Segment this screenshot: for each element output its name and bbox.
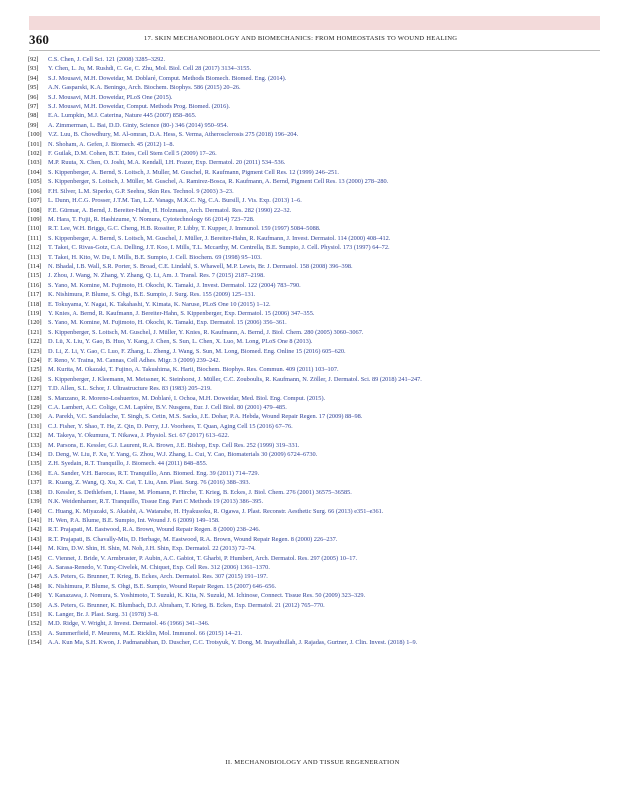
reference-item [28,121,603,130]
reference-number: [118] [28,300,42,308]
reference-citation-link[interactable]: T.D. Allen, S.L. Schor, J. Ultrastructure Res. 83 (1983) 205–219. [48,385,212,393]
reference-number: [146] [28,563,42,571]
reference-citation-link[interactable]: A.S. Peters, G. Brunner, K. Blumbach, D.J. Abraham, T. Krieg, B. Eckes, Exp. Dermatol. 21 (2012) 765–770. [48,601,325,609]
reference-item [28,582,603,591]
reference-number: [142] [28,526,42,534]
reference-item [28,93,603,102]
reference-number: [121] [28,328,42,336]
reference-number: [130] [28,413,42,421]
reference-item [28,469,603,478]
reference-number: [108] [28,206,42,214]
reference-citation-link[interactable]: Y. Kanazawa, J. Nomura, S. Yoshimoto, T. Suzuki, K. Kita, N. Suzuki, M. Ichinose, Connect. Tissue Res. 50 (2009) 323–329. [48,592,366,600]
reference-number: [105] [28,178,42,186]
reference-number: [92] [28,56,39,63]
reference-number: [144] [28,545,42,553]
reference-item [28,356,603,365]
reference-citation-link[interactable]: S. Kippenberger, A. Bernd, S. Loitsch, J. Muller, M. Guschel, R. Kaufmann, Pigment Cell Res. 12 (1999) 246–251. [48,168,339,176]
reference-list [28,55,603,648]
reference-citation-link[interactable]: M.D. Ridge, V. Wright, J. Invest. Dermatol. 46 (1966) 341–346. [48,620,210,628]
reference-number: [123] [28,347,42,355]
reference-citation-link[interactable]: E.A. Lumpkin, M.J. Caterina, Nature 445 (2007) 858–865. [48,112,197,120]
reference-citation-link[interactable]: C.S. Chen, J. Cell Sci. 121 (2008) 3285–3292. [48,56,166,63]
reference-citation-link[interactable]: M. Kim, D.W. Shin, H. Shin, M. Noh, J.H. Shin, Exp. Dermatol. 22 (2013) 72–74. [48,545,256,553]
reference-number: [141] [28,516,42,524]
reference-citation-link[interactable]: R. Kuang, Z. Wang, Q. Xu, X. Cai, T. Liu, Ann. Plast. Surg. 76 (2016) 388–393. [48,479,251,487]
reference-item [28,544,603,553]
reference-number: [94] [28,74,39,82]
reference-number: [112] [28,244,42,252]
reference-citation-link[interactable]: C.A. Lambert, A.C. Colige, C.M. Lapière, B.V. Nusgens, Eur. J. Cell Biol. 80 (2001) 479–485. [48,404,287,412]
reference-number: [131] [28,422,42,430]
reference-number: [125] [28,366,42,374]
reference-number: [124] [28,357,42,364]
reference-item [28,271,603,280]
reference-item [28,619,603,628]
reference-number: [143] [28,535,42,543]
reference-item [28,375,603,384]
reference-item [28,318,603,327]
reference-item [28,403,603,412]
reference-citation-link[interactable]: M. Kurita, M. Okazaki, T. Fujino, A. Takushima, K. Harii, Biochem. Biophys. Res. Commun. 409 (2011) 103–107. [48,366,339,374]
reference-item [28,177,603,186]
reference-citation-link[interactable]: S. Kippenberger, J. Kleemann, M. Meissner, K. Steinhorst, J. Müller, C.C. Zouboulis, R. Kaufmann, N. Zöller, J. Dermatol. Sci. 89 (2018) 241–247. [48,375,422,383]
reference-number: [113] [28,253,42,261]
reference-citation-link[interactable]: M. Takeya, Y. Okumura, T. Nikawa, J. Physiol. Sci. 67 (2017) 613–622. [48,432,230,440]
reference-citation-link[interactable]: S. Manzano, R. Moreno-Loshuertos, M. Doblaré, I. Ochoa, M.H. Doweidar, Med. Biol. Eng. Comput. (2015). [48,394,326,402]
reference-number: [111] [28,234,42,242]
page-footer: II. MECHANOBIOLOGY AND TISSUE REGENERATION [225,759,400,766]
reference-citation-link[interactable]: K. Langer, Br. J. Plast. Surg. 31 (1978) 3–8. [48,610,159,618]
reference-item [28,83,603,92]
reference-number: [95] [28,84,39,92]
page-number: 360 [29,32,50,47]
reference-number: [129] [28,404,42,412]
reference-citation-link[interactable]: A.S. Peters, G. Brunner, T. Krieg, B. Eckes, Arch. Dermatol. Res. 307 (2015) 191–197. [48,573,268,581]
reference-item [28,525,603,534]
reference-citation-link[interactable]: Z.H. Syedain, R.T. Tranquillo, J. Biomech. 44 (2011) 848–855. [48,460,208,468]
reference-number: [109] [28,215,42,223]
reference-item [28,55,603,64]
reference-number: [128] [28,394,42,402]
reference-number: [117] [28,291,42,299]
reference-citation-link[interactable]: F. Guilak, D.M. Cohen, B.T. Estes, Cell Stem Cell 5 (2009) 17–26. [48,150,217,158]
reference-citation-link[interactable]: T. Takei, C. Rivas-Gotz, C.A. Delling, J.T. Koo, I. Mills, T.L. Mccarthy, M. Centrella, B.E. Sumpio, J. Cell. Physiol. 173 (1997) 64–72. [48,244,390,252]
reference-number: [154] [28,639,42,647]
reference-item [28,450,603,459]
reference-citation-link[interactable]: S.J. Mousavi, M.H. Doweidar, Comput. Methods Prog. Biomed. (2016). [48,103,231,111]
reference-item [28,497,603,506]
reference-citation-link[interactable]: A. Summerfield, F. Meurens, M.E. Ricklin, Mol. Immunol. 66 (2015) 14–21. [48,629,243,637]
reference-item [28,111,603,120]
reference-number: [153] [28,629,42,637]
reference-citation-link[interactable]: S.J. Mousavi, M.H. Doweidar, M. Doblaré, Comput. Methods Biomech. Biomed. Eng. (2014). [48,74,287,82]
reference-item [28,281,603,290]
reference-number: [135] [28,460,42,468]
reference-citation-link[interactable]: A.N. Gasparski, K.A. Beningo, Arch. Biochem. Biophys. 586 (2015) 20–26. [48,84,241,92]
reference-number: [106] [28,187,42,195]
reference-item [28,328,603,337]
reference-item [28,215,603,224]
reference-citation-link[interactable]: C. Huang, K. Miyazaki, S. Akaishi, A. Watanabe, H. Hyakusoku, R. Ogawa, J. Plast. Reconstr. Aesthetic Surg. 66 (2013) e351–e361. [48,507,384,515]
running-head: 17. SKIN MECHANOBIOLOGY AND BIOMECHANICS: FROM HOMEOSTASIS TO WOUND HEALING [144,35,458,42]
reference-item [28,610,603,619]
reference-citation-link[interactable]: A. Parekh, V.C. Sandulache, T. Singh, S. Cetin, M.S. Sacks, J.E. Dohar, P.A. Hebda, Wound Repair Regen. 17 (2009) 88–98. [48,413,363,421]
reference-citation-link[interactable]: N. Shoham, A. Gefen, J. Biomech. 45 (2012) 1–8. [48,140,175,148]
reference-citation-link[interactable]: M.P. Ruuta, X. Chen, O. Joshi, M.A. Kendall, I.H. Frazer, Exp. Dermatol. 20 (2011) 534–536. [48,159,286,167]
reference-number: [96] [28,93,39,101]
reference-number: [97] [28,103,39,111]
reference-citation-link[interactable]: A. Zimmerman, L. Bai, D.D. Ginty, Science (80-) 346 (2014) 950–954. [48,121,229,129]
reference-number: [150] [28,601,42,609]
reference-citation-link[interactable]: S. Kippenberger, S. Loitsch, J. Müller, M. Guschel, A. Ramirez-Bosca, R. Kaufmann, A. Bernd, Pigment Cell Res. 13 (2000) 278–280. [48,178,389,186]
reference-item [28,243,603,252]
reference-item [28,253,603,262]
reference-item [28,337,603,346]
reference-item [28,572,603,581]
reference-citation-link[interactable]: S. Kippenberger, A. Bernd, S. Loitsch, M. Guschel, J. Müller, J. Bereiter-Hahn, R. Kaufmann, J. Invest. Dermatol. 114 (2000) 408–412. [48,234,391,242]
reference-item [28,149,603,158]
reference-number: [152] [28,620,42,628]
reference-number: [107] [28,197,42,205]
reference-citation-link[interactable]: Y. Knies, A. Bernd, R. Kaufmann, J. Bereiter-Hahn, S. Kippenberger, Exp. Dermatol. 15 (2006) 347–355. [48,309,315,317]
reference-item [28,638,603,647]
reference-citation-link[interactable]: C.J. Fisher, Y. Shao, T. He, Z. Qin, D. Perry, J.J. Voorhees, T. Quan, Aging Cell 15 (2016) 67–76. [48,422,293,430]
reference-item [28,187,603,196]
reference-number: [148] [28,582,42,590]
reference-number: [99] [28,121,39,129]
reference-item [28,140,603,149]
reference-number: [98] [28,112,39,120]
reference-citation-link[interactable]: E.A. Sander, V.H. Barocas, R.T. Tranquillo, Ann. Biomed. Eng. 39 (2011) 714–729. [48,469,260,477]
reference-number: [136] [28,469,42,477]
reference-citation-link[interactable]: R.T. Lee, W.H. Briggs, G.C. Cheng, H.B. Rossiter, P. Libby, T. Kupper, J. Immunol. 159 (1997) 5084–5088. [48,225,321,233]
reference-citation-link[interactable]: M. Hara, T. Fujii, R. Hashizume, Y. Nomura, Cytotechnology 66 (2014) 723–728. [48,215,255,223]
reference-item [28,488,603,497]
reference-citation-link[interactable]: A. Sarasa-Renedo, V. Tunç-Civelek, M. Chiquet, Exp. Cell Res. 312 (2006) 1361–1370. [48,563,270,571]
reference-number: [122] [28,338,42,346]
reference-item [28,206,603,215]
reference-number: [115] [28,272,42,280]
reference-citation-link[interactable]: S.J. Mousavi, M.H. Doweidar, PLoS One (2015). [48,93,173,101]
reference-number: [127] [28,385,42,393]
reference-item [28,224,603,233]
reference-item [28,64,603,73]
reference-citation-link[interactable]: R.T. Prajapati, B. Chavally-Mis, D. Herbage, M. Eastwood, R.A. Brown, Wound Repair Regen. 8 (2000) 226–237. [48,535,338,543]
reference-number: [151] [28,610,42,618]
reference-number: [134] [28,451,42,459]
reference-item [28,158,603,167]
reference-number: [120] [28,319,42,327]
reference-item [28,196,603,205]
reference-citation-link[interactable]: F.H. Silver, L.M. Siperko, G.P. Seehra, Skin Res. Technol. 9 (2003) 3–23. [48,187,234,195]
reference-number: [126] [28,375,42,383]
reference-citation-link[interactable]: A.A. Kun Ma, S.H. Kwon, J. Padmanabhan, D. Duscher, C.C. Trotsyuk, Y. Dong, M. Inayathullah, J. Rajadas, Gurtner, J. Clin. Invest. (2018) 1–9. [48,639,418,647]
reference-citation-link[interactable]: S. Kippenberger, S. Loitsch, M. Guschel, J. Müller, Y. Knies, R. Kaufmann, A. Bernd, J. Biol. Chem. 280 (2005) 3060–3067. [48,328,364,336]
reference-item [28,168,603,177]
reference-number: [133] [28,441,42,449]
reference-item [28,629,603,638]
reference-item [28,290,603,299]
reference-item [28,74,603,83]
reference-number: [145] [28,554,42,562]
reference-citation-link[interactable]: T. Takei, H. Kito, W. Du, I. Mills, B.E. Sumpio, J. Cell. Biochem. 69 (1998) 95–103. [48,253,262,261]
reference-citation-link[interactable]: F. Reno, V. Traina, M. Cannas, Cell Adhes. Migr. 3 (2009) 239–242. [48,357,221,364]
reference-item [28,384,603,393]
reference-number: [147] [28,573,42,581]
reference-item [28,309,603,318]
reference-item [28,422,603,431]
reference-number: [116] [28,281,42,289]
reference-citation-link[interactable]: C. Viennet, J. Bride, V. Armbruster, P. Aubin, A.C. Gabiot, T. Gharbi, P. Humbert, Arch. Dermatol. Res. 297 (2005) 10–17. [48,554,358,562]
reference-item [28,563,603,572]
reference-item [28,478,603,487]
reference-item [28,507,603,516]
reference-citation-link[interactable]: R.T. Prajapati, M. Eastwood, R.A. Brown, Wound Repair Regen. 8 (2000) 238–246. [48,526,261,534]
reference-number: [110] [28,225,42,233]
reference-item [28,262,603,271]
reference-citation-link[interactable]: K. Nishimura, P. Blume, S. Ohgi, B.E. Sumpio, J. Surg. Res. 155 (2009) 125–131. [48,291,256,299]
reference-citation-link[interactable]: D. Deng, W. Liu, F. Xu, Y. Yang, G. Zhou, W.J. Zhang, L. Cui, Y. Cao, Biomaterials 30 (2009) 6724–6730. [48,451,318,459]
reference-citation-link[interactable]: L. Dunn, H.C.G. Prosser, J.T.M. Tan, L.Z. Vanags, M.K.C. Ng, C.A. Bursill, J. Vis. Exp. (2013) 1–6. [48,197,302,205]
reference-number: [138] [28,488,42,496]
reference-item [28,535,603,544]
reference-number: [100] [28,131,42,139]
reference-citation-link[interactable]: N.K. Weidenhamer, R.T. Tranquillo, Tissue Eng. Part C Methods 19 (2013) 386–395. [48,498,264,506]
reference-number: [119] [28,309,42,317]
reference-item [28,347,603,356]
header-band [29,16,600,30]
reference-citation-link[interactable]: S. Yano, M. Komine, M. Fujimoto, H. Okochi, K. Tamaki, J. Invest. Dermatol. 122 (2004) 783–790. [48,281,301,289]
reference-item [28,431,603,440]
reference-citation-link[interactable]: D. Li, Z. Li, Y. Gao, C. Luo, F. Zhang, L. Zheng, J. Wang, S. Sun, M. Long, Biomed. Eng. Online 15 (2016) 605–620. [48,347,346,355]
reference-number: [149] [28,592,42,600]
reference-item [28,591,603,600]
reference-citation-link[interactable]: M. Parsons, E. Kessler, G.J. Laurent, R.A. Brown, J.E. Bishop, Exp. Cell Res. 252 (1999) 319–331. [48,441,300,449]
page-header [29,30,600,51]
reference-number: [104] [28,168,42,176]
reference-number: [114] [28,262,42,270]
reference-item [28,130,603,139]
reference-item [28,459,603,468]
reference-citation-link[interactable]: J. Zhou, J. Wang, N. Zhang, Y. Zhang, Q. Li, Am. J. Transl. Res. 7 (2015) 2187–2198. [48,272,265,280]
reference-citation-link[interactable]: K. Nishimura, P. Blume, S. Ohgi, B.E. Sumpio, Wound Repair Regen. 15 (2007) 646–656. [48,582,277,590]
reference-citation-link[interactable]: S. Yano, M. Komine, M. Fujimoto, H. Okochi, K. Tamaki, Exp. Dermatol. 15 (2006) 356–361. [48,319,287,327]
reference-citation-link[interactable]: V.Z. Luu, B. Chowdhury, M. Al-omran, D.A. Hess, S. Verma, Atherosclerosis 275 (2018) 196–204. [48,131,299,139]
reference-item [28,412,603,421]
reference-item [28,516,603,525]
reference-number: [103] [28,159,42,167]
reference-item [28,441,603,450]
reference-citation-link[interactable]: E. Tokuyama, Y. Nagai, K. Takahashi, Y. Kimata, K. Naruse, PLoS One 10 (2015) 1–12. [48,300,271,308]
reference-item [28,365,603,374]
reference-number: [132] [28,432,42,440]
reference-citation-link[interactable]: F.E. Gürmar, A. Bernd, J. Bereiter-Hahn, H. Holzmann, Arch. Dermatol. Res. 282 (1990) 22–32. [48,206,292,214]
reference-citation-link[interactable]: D. Lü, X. Liu, Y. Gao, B. Huo, Y. Kang, J. Chen, S. Sun, L. Chen, X. Luo, M. Long, PLoS One 8 (2013). [48,338,313,346]
reference-number: [102] [28,150,42,158]
reference-number: [93] [28,65,39,73]
reference-number: [137] [28,479,42,487]
reference-citation-link[interactable]: D. Kessler, S. Dethlefsen, I. Haase, M. Plomann, F. Hirche, T. Krieg, B. Eckes, J. Biol. Chem. 276 (2001) 36575–36585. [48,488,352,496]
reference-item [28,102,603,111]
reference-item [28,394,603,403]
reference-citation-link[interactable]: N. Bhadal, I.B. Wall, S.R. Porter, S. Broad, C.E. Lindahl, S. Whawell, M.P. Lewis, Br. J. Dermatol. 158 (2008) 396–398. [48,262,353,270]
reference-number: [139] [28,498,42,506]
reference-item [28,601,603,610]
reference-number: [101] [28,140,42,148]
reference-number: [140] [28,507,42,515]
reference-item [28,300,603,309]
reference-citation-link[interactable]: Y. Chen, L. Ju, M. Rushdi, C. Ge, C. Zhu, Mol. Biol. Cell 28 (2017) 3134–3155. [48,65,252,73]
reference-item [28,234,603,243]
reference-citation-link[interactable]: H. Wen, P.A. Blume, B.E. Sumpio, Int. Wound J. 6 (2009) 149–158. [48,516,220,524]
reference-item [28,554,603,563]
